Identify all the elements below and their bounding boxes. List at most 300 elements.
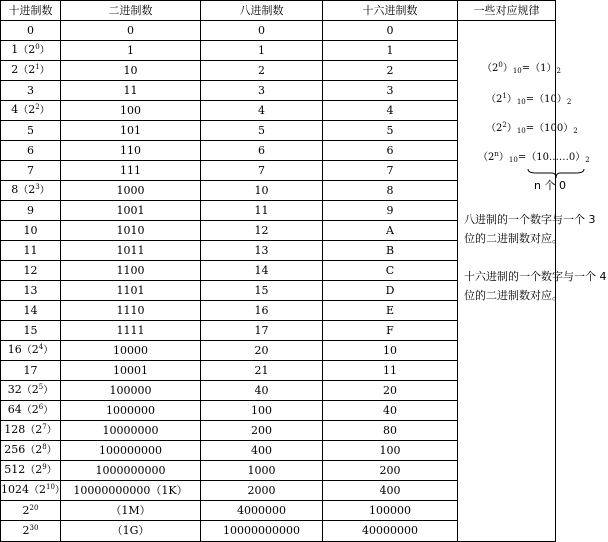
hexadecimal-value: 9 [386,203,394,217]
binary-cell [61,41,201,61]
decimal-power: 3 [35,183,40,191]
decimal-cell [1,101,61,121]
octal-cell [201,221,323,241]
hexadecimal-value: 40000000 [362,524,418,537]
rule-tail-subscript: 2 [573,127,578,135]
rules-cell [458,21,607,542]
hexadecimal-value: A [386,223,394,237]
rule-tail-subscript: 2 [556,67,561,75]
hexadecimal-cell [323,401,458,421]
binary-value: 111 [120,163,141,177]
octal-cell [201,41,323,61]
binary-value: 1111 [116,323,145,337]
hexadecimal-value: C [385,263,395,277]
decimal-value: 256 [4,443,26,456]
binary-value: 10000 [113,343,148,357]
octal-value: 4 [258,103,265,117]
binary-cell [61,441,201,461]
paren-close: ） [43,385,54,396]
power-rule [486,94,571,106]
decimal-value: 32 [7,383,22,396]
decimal-value: 12 [23,263,38,277]
hexadecimal-value: 3 [386,83,394,97]
binary-cell [61,381,201,401]
paren-open: （ [18,185,29,196]
binary-cell [61,401,201,421]
hexadecimal-cell [323,481,458,501]
paren-open: （ [18,45,29,56]
octal-cell [201,261,323,281]
paren-close: ） [39,45,50,56]
rule-base: 2 [488,152,495,163]
binary-value: 1000 [116,183,145,197]
decimal-value: 128 [4,423,26,436]
power-base: 2 [31,343,39,356]
hexadecimal-cell [323,181,458,201]
paren-close: ） [138,524,150,537]
octal-value: 5 [258,123,265,137]
paren-close: ） [54,485,65,496]
octal-value: 1 [258,43,265,57]
decimal-value: 16 [7,343,22,356]
decimal-cell [1,301,61,321]
paren-open: （ [25,445,36,456]
hexadecimal-cell [323,161,458,181]
hexadecimal-cell [323,21,458,41]
decimal-value: 14 [23,303,38,317]
decimal-value: 4 [11,103,19,116]
octal-value: 16 [254,303,269,317]
rule-subscript: 10 [516,127,526,135]
paren-open: （ [25,425,36,436]
decimal-power: 2 [35,103,40,111]
decimal-power: 1 [35,63,40,71]
binary-value: 1101 [116,283,145,297]
binary-value: 10001 [113,363,148,377]
decimal-cell [1,461,61,481]
binary-cell [61,461,201,481]
decimal-cell [1,421,61,441]
octal-cell [201,381,323,401]
octal-value: 0 [258,23,265,37]
paren-open: （ [18,65,29,76]
hexadecimal-value: D [385,283,395,297]
power-rule [486,123,578,135]
binary-cell [61,201,201,221]
header-decimal: 十进制数 [1,1,61,21]
paren-open: （ [21,345,32,356]
binary-value: 100000 [109,383,152,397]
octal-value: 4000000 [237,503,286,517]
hexadecimal-value: 100000 [369,503,411,517]
decimal-power: 6 [38,403,44,411]
hexadecimal-cell [323,261,458,281]
rule-value: 10 [544,94,557,105]
header-rules: 一些对应规律 [458,1,556,21]
octal-value: 12 [254,223,269,237]
hexadecimal-cell [323,281,458,301]
binary-value: 1110 [116,303,145,317]
hexadecimal-value: 10 [383,343,397,357]
octal-value: 3 [258,83,265,97]
paren-close: ） [39,65,50,76]
octal-value: 15 [254,283,269,297]
binary-cell [61,61,201,81]
paren-close: ） [556,94,567,105]
decimal-cell [1,21,61,41]
rule-base: 2 [496,123,503,134]
hexadecimal-cell [323,101,458,121]
octal-cell [201,121,323,141]
decimal-value: 1024 [1,483,29,496]
hexadecimal-value: 400 [379,483,401,497]
decimal-value: 3 [27,83,34,97]
hexadecimal-cell [323,381,458,401]
octal-cell [201,321,323,341]
binary-value: 0 [127,23,134,37]
hexadecimal-value: 5 [386,123,394,137]
hexadecimal-value: 40 [383,403,397,417]
equals-sign: =（ [517,152,537,163]
octal-cell [201,61,323,81]
hexadecimal-cell [323,461,458,481]
decimal-power: 10 [46,483,55,491]
octal-cell [201,81,323,101]
hexadecimal-cell [323,41,458,61]
decimal-value: 13 [23,283,38,297]
paren-open: （ [150,483,162,497]
paren-open: （ [486,123,496,134]
rule-tail-subscript: 2 [585,156,590,164]
paren-open: （ [482,63,492,74]
rule-exponent: 2 [502,121,507,129]
binary-value: 1011 [116,243,145,257]
hexadecimal-value: 6 [386,143,394,157]
binary-cell [61,301,201,321]
octal-value: 10 [254,183,269,197]
decimal-value: 11 [23,243,38,257]
paren-open: （ [486,94,496,105]
decimal-power: 0 [35,43,40,51]
binary-cell [61,81,201,101]
paren-open: （ [21,385,32,396]
decimal-cell [1,381,61,401]
octal-value: 1000 [247,463,276,477]
octal-cell [201,461,323,481]
binary-cell [61,241,201,261]
power-rule [482,63,561,75]
binary-cell [61,121,201,141]
octal-value: 10000000000 [223,524,300,537]
decimal-cell [1,361,61,381]
binary-value: 1000000 [106,403,155,417]
paren-close: ） [506,94,517,105]
octal-cell [201,281,323,301]
decimal-cell [1,481,65,501]
rule-value: 10……0 [536,152,576,163]
binary-value: 10000000000 [73,483,151,497]
hexadecimal-value: 1 [386,43,394,57]
paren-close: ） [139,503,151,517]
octal-value: 7 [258,163,265,177]
binary-cell [61,501,201,521]
paren-close: ） [502,63,513,74]
binary-cell [61,181,201,201]
paren-open: （ [478,152,488,163]
rule-exponent: 1 [502,92,507,100]
hexadecimal-value: E [385,303,395,317]
binary-value: 10 [123,63,138,77]
rule-base: 2 [492,63,499,74]
binary-cell [61,161,201,181]
decimal-cell [1,241,61,261]
power-rule [478,152,590,164]
octal-value: 17 [254,323,269,337]
hexadecimal-value: 20 [383,383,397,397]
octal-value: 20 [254,343,269,357]
n-zeros-label: n 个 0 [534,179,566,192]
hexadecimal-cell [323,441,458,461]
paren-open: （ [18,105,29,116]
octal-value: 13 [254,243,269,257]
power-base: 2 [39,483,46,496]
decimal-cell [1,161,61,181]
decimal-value: 9 [27,203,34,217]
decimal-cell [1,341,61,361]
decimal-cell [1,501,61,521]
hexadecimal-cell [323,201,458,221]
hexadecimal-value: 4 [386,103,394,117]
paren-close: ） [546,63,557,74]
decimal-power: 20 [29,503,39,512]
decimal-value: 7 [27,163,34,177]
octal-cell [201,21,323,41]
decimal-cell [1,521,61,542]
rule-value: 100 [544,123,564,134]
decimal-cell [1,201,61,221]
octal-cell [201,181,323,201]
hexadecimal-note: 十六进制的一个数字与一个 4 位的二进制数对应。 [464,270,607,302]
octal-cell [201,361,323,381]
paren-close: ） [563,123,574,134]
binary-cell [61,21,201,41]
decimal-value: 64 [7,403,22,416]
paren-close: ） [176,483,188,497]
hexadecimal-value: 200 [379,463,401,477]
octal-cell [201,161,323,181]
binary-value: 1001 [116,203,145,217]
paren-close: ） [506,123,517,134]
hexadecimal-cell [323,141,458,161]
header-binary: 二进制数 [61,1,201,21]
rule-exponent: n [494,150,499,158]
equals-sign: =（ [521,63,541,74]
rule-subscript: 10 [508,156,518,164]
hexadecimal-cell [323,421,458,441]
hexadecimal-value: 80 [383,423,397,437]
octal-cell [201,341,323,361]
octal-cell [201,481,323,501]
binary-cell [61,101,201,121]
table-body [1,21,607,542]
table-row [1,21,556,41]
binary-value: 1100 [116,263,145,277]
decimal-power: 4 [38,343,44,351]
hexadecimal-cell [323,81,458,101]
octal-value: 100 [251,403,272,417]
decimal-cell [1,401,61,421]
hexadecimal-cell [323,341,458,361]
rule-subscript: 10 [512,67,522,75]
hexadecimal-cell [323,61,458,81]
binary-cell [61,281,201,301]
rules-panel [458,21,607,496]
decimal-value: 512 [4,463,26,476]
binary-value: 101 [120,123,141,137]
equals-sign: =（ [525,94,545,105]
hexadecimal-cell [323,241,458,261]
hexadecimal-value: 0 [386,23,394,37]
octal-cell [201,241,323,261]
octal-cell [201,401,323,421]
octal-value: 11 [254,203,269,217]
power-base: 2 [28,63,36,76]
octal-value: 21 [254,363,269,377]
binary-value: 1010 [116,223,145,237]
decimal-power: 30 [29,524,39,532]
octal-note: 八进制的一个数字与一个 3 位的二进制数对应。 [464,213,596,245]
paren-close: ） [46,425,57,436]
octal-cell [201,501,323,521]
paren-close: ） [498,152,509,163]
power-base: 2 [35,423,43,436]
rule-value: 1 [540,63,547,74]
binary-cell [61,481,201,501]
binary-cell [61,361,201,381]
decimal-base: 2 [22,524,30,537]
binary-value: 1000000000 [95,463,166,477]
binary-value: 1 [127,43,134,57]
octal-cell [201,521,323,542]
decimal-cell [1,121,61,141]
binary-value: 10000000 [102,423,159,437]
hexadecimal-value: 100 [379,443,401,457]
decimal-value: 0 [27,23,34,37]
decimal-base: 2 [22,503,30,517]
binary-cell [61,141,201,161]
octal-cell [201,201,323,221]
paren-close: ） [39,105,50,116]
decimal-cell [1,281,61,301]
paren-open: （ [21,405,32,416]
decimal-value: 17 [23,363,38,377]
octal-cell [201,441,323,461]
binary-unit: 1G [122,524,139,537]
decimal-power: 9 [42,463,47,471]
decimal-cell [1,181,61,201]
octal-cell [201,101,323,121]
binary-cell [61,261,201,281]
binary-value: 100000000 [99,443,162,457]
decimal-cell [1,141,61,161]
binary-unit: 1M [121,503,140,517]
hexadecimal-cell [323,501,458,521]
rule-tail-subscript: 2 [566,98,572,106]
decimal-value: 6 [27,143,34,157]
rule-subscript: 10 [516,98,526,106]
hexadecimal-cell [323,361,458,381]
hexadecimal-value: 2 [386,63,394,77]
octal-value: 2 [258,63,265,77]
paren-open: （ [110,503,122,517]
paren-close: ） [43,405,54,416]
decimal-cell [1,261,61,281]
decimal-value: 8 [11,183,19,196]
paren-open: （ [25,465,36,476]
power-base: 2 [28,43,36,56]
paren-close: ） [575,152,586,163]
binary-cell [61,321,201,341]
paren-open: （ [111,524,123,537]
power-base: 2 [28,183,36,196]
decimal-cell [1,61,61,81]
binary-cell [61,421,201,441]
binary-value: 110 [120,143,141,157]
octal-cell [201,301,323,321]
decimal-value: 5 [27,123,34,137]
octal-cell [201,421,323,441]
hexadecimal-value: 8 [386,183,394,197]
decimal-value: 1 [11,43,19,56]
paren-close: ） [46,465,57,476]
decimal-cell [1,321,61,341]
paren-open: （ [29,485,39,496]
binary-cell [61,221,201,241]
octal-value: 200 [251,423,272,437]
octal-cell [201,141,323,161]
decimal-power: 7 [42,423,47,431]
octal-value: 6 [258,143,265,157]
decimal-cell [1,41,61,61]
hexadecimal-value: 11 [383,363,397,377]
decimal-cell [1,221,61,241]
binary-unit: 1K [161,483,177,497]
octal-value: 400 [251,443,272,457]
rule-base: 2 [496,94,503,105]
power-base: 2 [28,103,36,116]
binary-cell [61,521,201,542]
power-base: 2 [31,383,39,396]
paren-close: ） [46,445,57,456]
hexadecimal-cell [323,301,458,321]
hexadecimal-value: F [386,323,394,337]
decimal-value: 15 [23,323,38,337]
power-base: 2 [35,463,43,476]
hexadecimal-cell [323,521,458,542]
decimal-value: 10 [23,223,38,237]
decimal-cell [1,81,61,101]
binary-value: 11 [123,83,138,97]
decimal-value: 2 [11,63,19,76]
decimal-power: 8 [42,443,47,451]
power-base: 2 [31,403,39,416]
header-hexadecimal: 十六进制数 [323,1,458,21]
binary-cell [61,341,201,361]
hexadecimal-value: 7 [386,163,394,177]
equals-sign: =（ [525,123,545,134]
octal-value: 14 [254,263,269,277]
hexadecimal-cell [323,221,458,241]
